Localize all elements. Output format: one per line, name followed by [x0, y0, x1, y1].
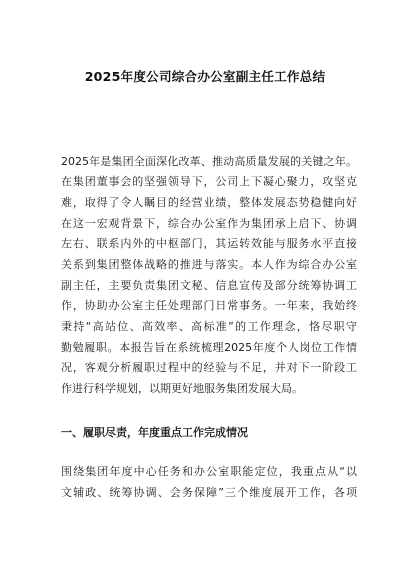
document-title: 2025年度公司综合办公室副主任工作总结 [84, 69, 326, 84]
paragraph-line: 况，客观分析履职过程中的经验与不足，并对下一阶段工 [61, 361, 357, 374]
paragraph-line: 2025年是集团全面深化改革、推动高质量发展的关键之年。 [61, 155, 357, 168]
paragraph-line: 难，取得了令人瞩目的经营业绩，整体发展态势稳健向好 [61, 196, 357, 209]
paragraph-line: 勤勉履职。本报告旨在系统梳理2025年度个人岗位工作情 [61, 341, 357, 354]
paragraph-line: 秉持“高站位、高效率、高标准”的工作理念，恪尽职守 [61, 320, 357, 333]
paragraph-line: 左右、联系内外的中枢部门，其运转效能与服务水平直接 [61, 237, 357, 250]
paragraph-line: 在这一宏观背景下，综合办公室作为集团承上启下、协调 [61, 217, 357, 230]
paragraph-line: 副主任，主要负责集团文秘、信息宣传及部分统筹协调工 [61, 279, 357, 292]
paragraph-line: 文辅政、统筹协调、会务保障”三个维度展开工作，各项 [61, 486, 357, 499]
paragraph-line: 作，协助办公室主任处理部门日常事务。一年来，我始终 [61, 299, 357, 312]
paragraph-line: 作进行科学规划，以期更好地服务集团发展大局。 [61, 382, 303, 395]
section-heading: 一、履职尽责，年度重点工作完成情况 [61, 426, 248, 439]
paragraph-line: 在集团董事会的坚强领导下，公司上下凝心聚力，攻坚克 [61, 175, 357, 188]
paragraph-line: 关系到集团整体战略的推进与落实。本人作为综合办公室 [61, 258, 357, 271]
paragraph-line: 围绕集团年度中心任务和办公室职能定位，我重点从“以 [61, 465, 357, 478]
